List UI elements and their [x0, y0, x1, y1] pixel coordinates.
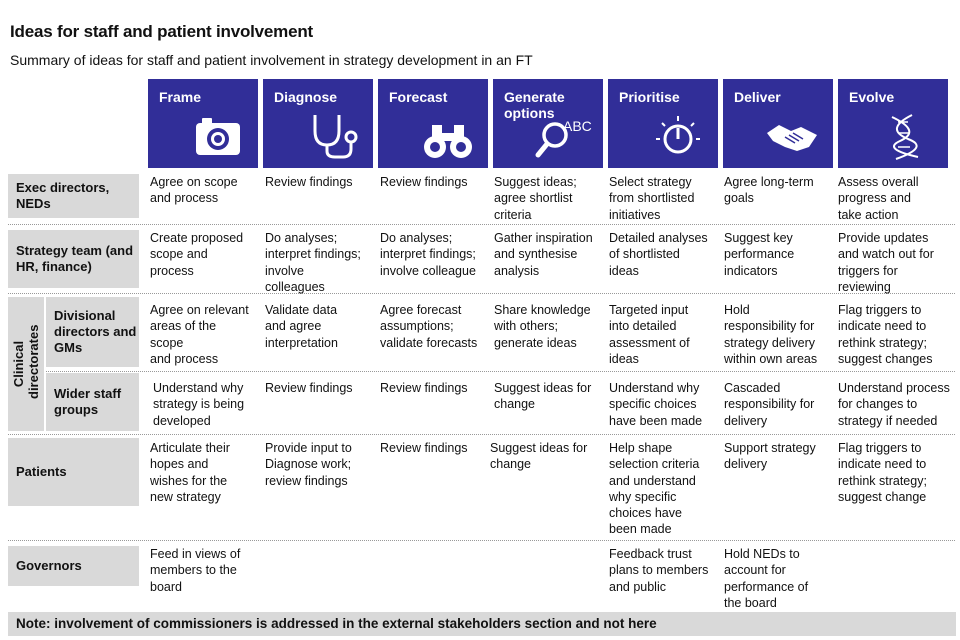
stage-label: Generate options	[504, 89, 565, 121]
stage-header-frame	[148, 79, 258, 168]
stage-label: Evolve	[849, 89, 895, 105]
table-cell: Flag triggers to indicate need to rethink strategy; suggest change	[838, 441, 927, 504]
table-cell: Suggest ideas; agree shortlist criteria	[494, 175, 577, 222]
row-header-exec-directors	[8, 174, 139, 218]
magnifier-abc-icon	[533, 111, 593, 161]
row-header-label: Wider staff groups	[54, 386, 122, 417]
table-cell: Provide input to Diagnose work; review findings	[265, 441, 352, 488]
table-cell: Assess overall progress and take action	[838, 175, 919, 222]
dna-icon	[878, 111, 938, 161]
row-header-label: Exec directors, NEDs	[16, 180, 110, 211]
table-cell: Support strategy delivery	[724, 441, 816, 472]
stage-label: Diagnose	[274, 89, 338, 105]
table-cell: Review findings	[380, 441, 468, 455]
group-header-label: Clinical directorates	[11, 324, 41, 399]
table-cell: Validate data and agree interpretation	[265, 303, 338, 350]
camera-icon	[188, 111, 248, 161]
footnote: Note: involvement of commissioners is addressed in the external stakeholders section and not here	[8, 612, 956, 636]
binoculars-icon	[418, 111, 478, 161]
stethoscope-icon	[303, 111, 363, 161]
row-header-divisional-directors	[46, 297, 139, 367]
table-cell: Articulate their hopes and wishes for the new strategy	[150, 441, 230, 504]
table-cell: Agree on scope and process	[150, 175, 238, 206]
row-header-patients	[8, 438, 139, 506]
stage-header-diagnose	[263, 79, 373, 168]
row-header-governors	[8, 546, 139, 586]
row-header-label: Patients	[16, 464, 67, 479]
table-cell: Select strategy from shortlisted initiatives	[609, 175, 695, 222]
row-header-label: Governors	[16, 558, 82, 573]
stage-header-generate-options	[493, 79, 603, 168]
table-cell: Feed in views of members to the board	[150, 547, 241, 594]
table-cell: Gather inspiration and synthesise analysis	[494, 231, 593, 278]
table-cell: Hold responsibility for strategy delivery within own areas	[724, 303, 818, 366]
handshake-icon	[763, 111, 823, 161]
row-separator	[8, 224, 955, 225]
stage-label: Frame	[159, 89, 202, 105]
table-cell: Do analyses; interpret findings; involve colleague	[380, 231, 476, 278]
row-header-wider-staff	[46, 373, 139, 431]
table-cell: Review findings	[265, 175, 353, 189]
table-cell: Agree long-term goals	[724, 175, 814, 206]
table-cell: Do analyses; interpret findings; involve colleagues	[265, 231, 361, 294]
row-separator	[8, 293, 955, 294]
group-header-clinical-directorates	[8, 297, 44, 431]
table-cell: Understand why strategy is being developed	[153, 381, 245, 428]
table-cell: Detailed analyses of shortlisted ideas	[609, 231, 708, 278]
svg-text:ABC: ABC	[563, 118, 592, 134]
stage-header-deliver	[723, 79, 833, 168]
row-separator	[46, 371, 955, 372]
stage-header-forecast	[378, 79, 488, 168]
page-subtitle: Summary of ideas for staff and patient involvement in strategy development in an FT	[10, 52, 533, 68]
page-title: Ideas for staff and patient involvement	[10, 22, 313, 41]
row-header-label: Strategy team (and HR, finance)	[16, 243, 134, 274]
stage-label: Forecast	[389, 89, 448, 105]
table-cell: Suggest ideas for change	[494, 381, 592, 412]
table-cell: Help shape selection criteria and understand why specific choices have been made	[609, 441, 700, 537]
table-cell: Targeted input into detailed assessment of ideas	[609, 303, 690, 366]
row-header-strategy-team	[8, 230, 139, 288]
table-cell: Review findings	[380, 381, 468, 395]
table-cell: Suggest ideas for change	[490, 441, 588, 472]
table-cell: Suggest key performance indicators	[724, 231, 795, 278]
table-cell: Cascaded responsibility for delivery	[724, 381, 815, 428]
stage-label: Prioritise	[619, 89, 680, 105]
table-cell: Hold NEDs to account for performance of the board	[724, 547, 809, 610]
row-header-label: Divisional directors and GMs	[54, 308, 137, 355]
table-cell: Create proposed scope and process	[150, 231, 244, 278]
stage-header-evolve	[838, 79, 948, 168]
row-separator	[8, 540, 955, 541]
table-cell: Agree forecast assumptions; validate forecasts	[380, 303, 478, 350]
table-cell: Understand process for changes to strategy if needed	[838, 381, 950, 428]
stage-header-prioritise	[608, 79, 718, 168]
table-cell: Flag triggers to indicate need to rethink strategy; suggest changes	[838, 303, 933, 366]
table-cell: Review findings	[380, 175, 468, 189]
table-cell: Agree on relevant areas of the scope and process	[150, 303, 249, 366]
table-cell: Feedback trust plans to members and public	[609, 547, 709, 594]
table-cell: Share knowledge with others; generate ideas	[494, 303, 591, 350]
dial-icon	[648, 111, 708, 161]
stage-label: Deliver	[734, 89, 781, 105]
table-cell: Understand why specific choices have been made	[609, 381, 703, 428]
row-separator	[8, 434, 955, 435]
table-cell: Review findings	[265, 381, 353, 395]
table-cell: Provide updates and watch out for triggers for reviewing	[838, 231, 934, 294]
